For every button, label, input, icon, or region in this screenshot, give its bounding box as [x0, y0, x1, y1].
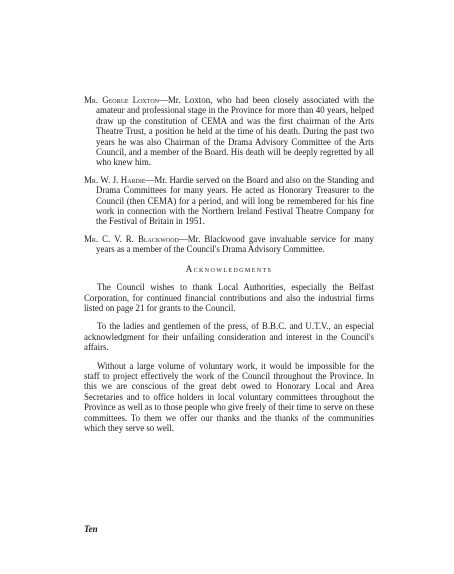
obituary-name: Mr. W. J. Hardie [84, 174, 146, 185]
page-number: Ten [84, 524, 98, 534]
obituary-blackwood [84, 234, 374, 255]
obituary-name: Mr. C. V. R. Blackwood [84, 233, 179, 244]
obituary-text: —Mr. Blackwood gave invaluable service for many years as a member of the Council's Drama Advisory Committee. [96, 233, 374, 255]
obituary-hardie [84, 175, 374, 227]
acknowledgment-paragraph-volunteers: Without a large volume of voluntary work, it would be impossible for the staff to project effectively the work of the Council throughout the Province. In this we are conscious of the great debt owed to Honorary Local and Area Secretaries and to office holders in local voluntary committees throughout the Province as well as to those people who give freely of their time to serve on these committees. To them we offer our thanks and the thanks of the communities which they serve so well. [84, 360, 374, 433]
obituary-name: Mr. George Loxton [84, 95, 159, 105]
obituary-text: —Mr. Hardie served on the Board and also on the Standing and Drama Committees for many years. He acted as Honorary Treasurer to the Council (then CEMA) for a period, and will long be remembered for his fine work in connection with the Northern Ireland Festival Theatre Company for the Festival of Britain in 1951. [96, 174, 374, 227]
acknowledgment-paragraph-authorities: The Council wishes to thank Local Authorities, especially the Belfast Corporation, for continued financial contributions and also the industrial firms listed on page 21 for grants to the Council. [84, 282, 374, 313]
acknowledgments-heading: Acknowledgments [185, 263, 273, 274]
acknowledgment-paragraph-press: To the ladies and gentlemen of the press, of B.B.C. and U.T.V., an especial acknowledgment for their unfailing consideration and interest in the Council's affairs. [84, 321, 374, 353]
page-content [84, 95, 374, 441]
obituary-text: —Mr. Loxton, who had been closely associated with the amateur and professional stage in the Province for more than 40 years, helped draw up the constitution of CEMA and was the first chairman of the Arts Theatre Trust, a position he held at the time of his death. During the past two years he was also Chairman of the Drama Advisory Committee of the Arts Council, and a member of the Board. His death will be deeply regretted by all who knew him. [96, 95, 374, 168]
obituary-loxton [84, 95, 374, 168]
